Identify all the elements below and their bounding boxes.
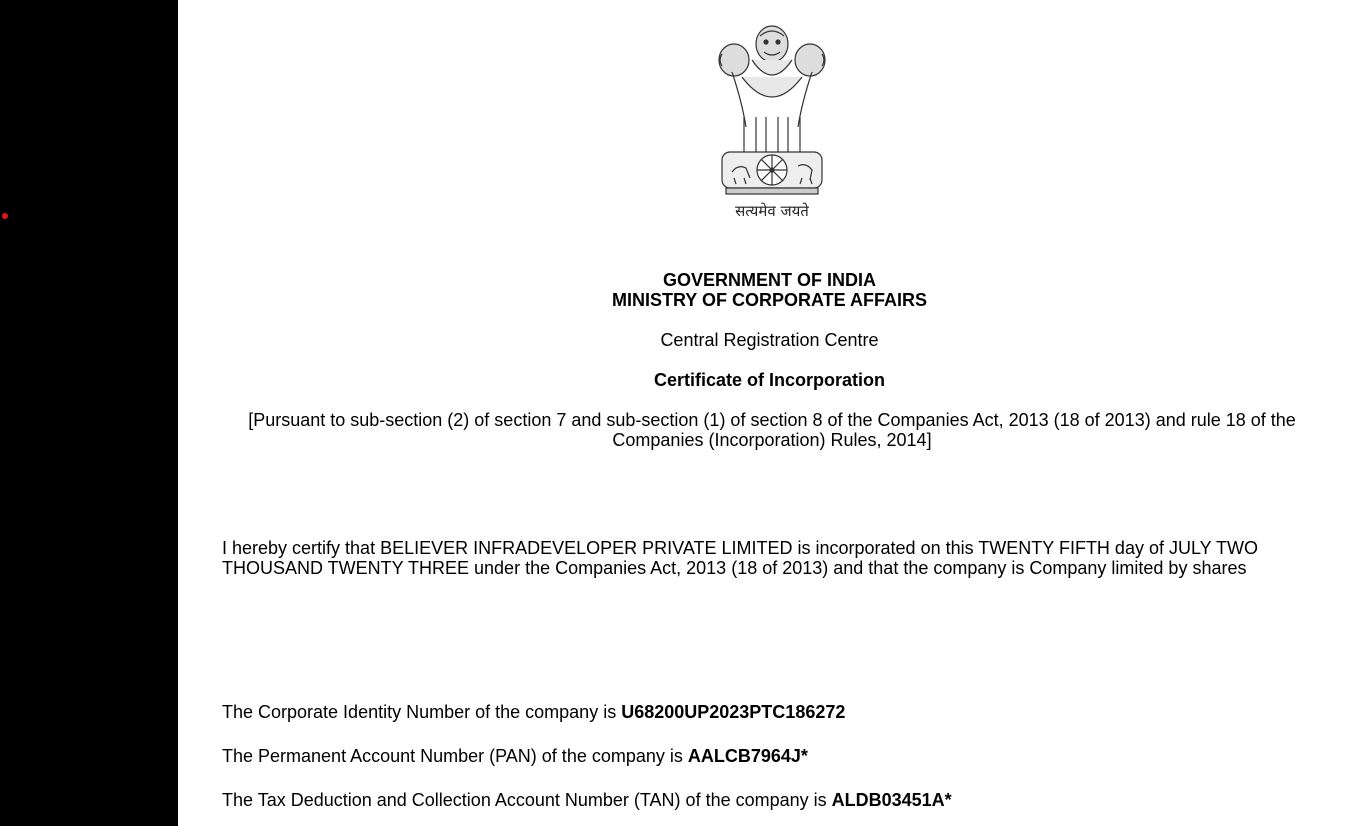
cin-line bbox=[222, 702, 845, 722]
heading-ministry: MINISTRY OF CORPORATE AFFAIRS bbox=[611, 290, 927, 310]
pan-value: AALCB7964J* bbox=[687, 746, 808, 766]
cursor-dot-icon bbox=[2, 213, 8, 219]
cin-label: The Corporate Identity Number of the company is bbox=[222, 702, 622, 722]
tan-value: ALDB03451A* bbox=[831, 790, 952, 810]
pursuant-clause: [Pursuant to sub-section (2) of section 7 and sub-section (1) of section 8 of the Companies Act, 2013 (18 of 2013) and rule 18 of the Companies (Incorporation) Rules, 2014] bbox=[248, 410, 1296, 450]
emblem-motto: सत्यमेव जयते bbox=[735, 202, 809, 220]
pan-label: The Permanent Account Number (PAN) of the company is bbox=[222, 746, 688, 766]
certificate-title: Certificate of Incorporation bbox=[653, 370, 886, 390]
tan-label: The Tax Deduction and Collection Account Number (TAN) of the company is bbox=[222, 790, 832, 810]
left-dark-pane bbox=[0, 0, 178, 826]
national-emblem-icon bbox=[712, 22, 832, 200]
office-name: Central Registration Centre bbox=[660, 330, 879, 350]
pan-line bbox=[222, 746, 808, 766]
heading-government-of-india: GOVERNMENT OF INDIA bbox=[662, 270, 876, 290]
certificate-page bbox=[178, 0, 1361, 826]
government-heading bbox=[178, 270, 1361, 310]
tan-line bbox=[222, 790, 952, 810]
cin-value: U68200UP2023PTC186272 bbox=[621, 702, 846, 722]
certification-statement: I hereby certify that BELIEVER INFRADEVELOPER PRIVATE LIMITED is incorporated on this TWENTY FIFTH day of JULY TWO THOUSAND TWENTY THREE under the Companies Act, 2013 (18 of 2013) and that the company is Company limited by shares bbox=[222, 538, 1258, 578]
